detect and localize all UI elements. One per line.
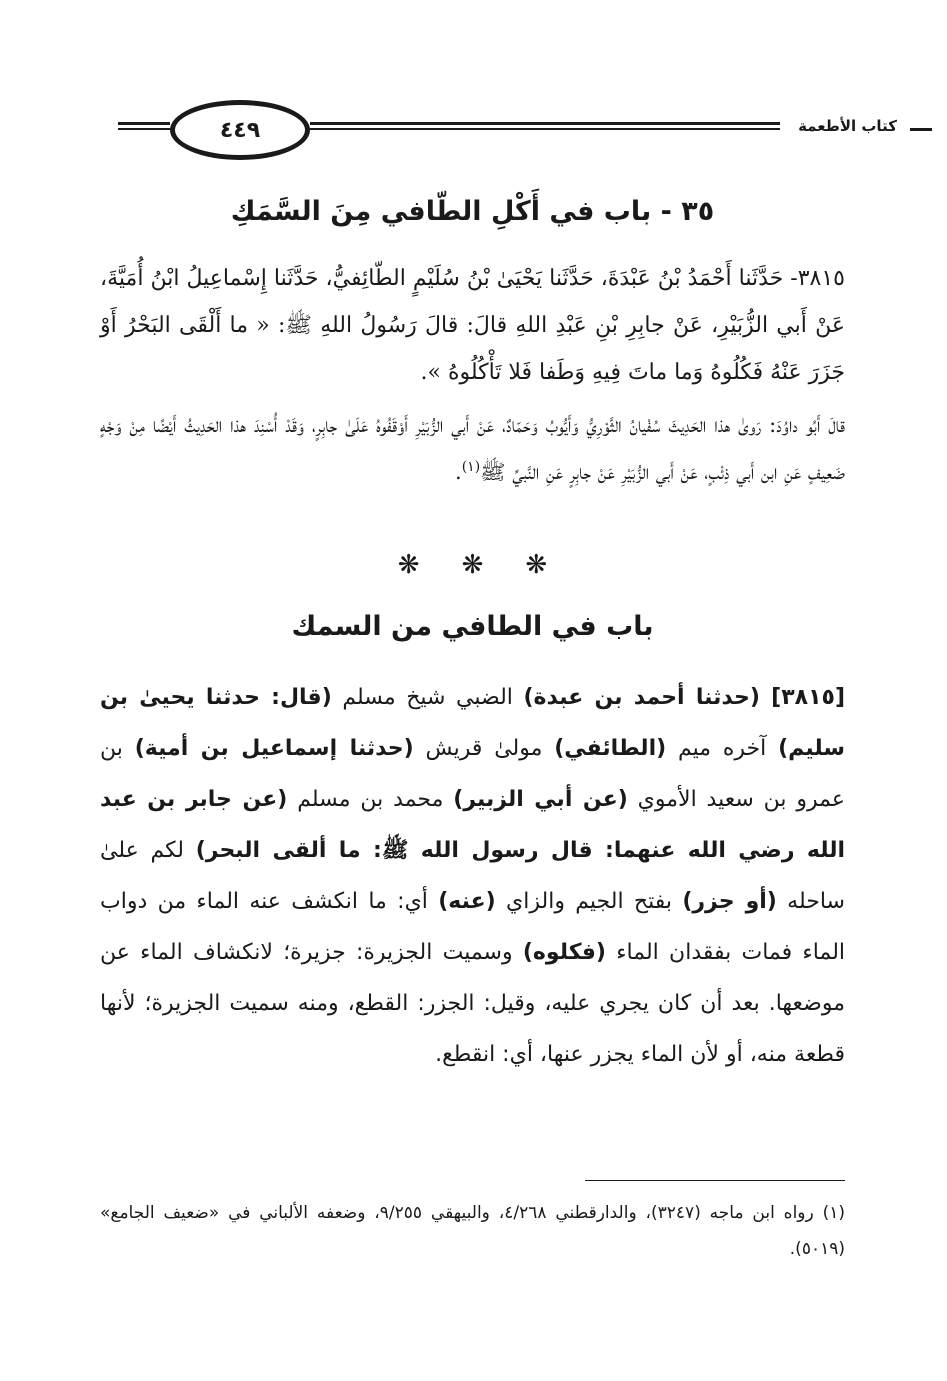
commentary-segment: (الطائفي) (554, 736, 667, 761)
commentary-segment: محمد بن مسلم (287, 787, 454, 812)
commentary-segment: (فكلوه) (522, 940, 606, 965)
commentary-segment: لكم علىٰ ساحله (100, 838, 845, 914)
chapter-title: ٣٥ - باب في أَكْلِ الطّافي مِنَ السَّمَكِ (230, 196, 715, 227)
footnote-reference: (١) (461, 459, 481, 475)
commentary-text (100, 672, 845, 1080)
footnote: (١) رواه ابن ماجه (٣٢٤٧)، والدارقطني ٤/٢٦٨، والبيهقي ٩/٢٥٥، وضعفه الألباني في «ضعيف الجامع» (٥٠١٩). (100, 1203, 845, 1259)
commentary-segment: وسميت الجزيرة: جزيرة؛ لانكشاف الماء عن موضعها. بعد أن كان يجري عليه، وقيل: الجزر: القطع، ومنه سميت الجزيرة؛ لأنها قطعة منه، أو لأن الماء يجزر عنها، أي: انقطع. (100, 940, 845, 1067)
hadith-text: ٣٨١٥- حَدَّثَنا أَحْمَدُ بْنُ عَبْدَةَ، حَدَّثَنا يَحْيَىٰ بْنُ سُلَيْمٍ الطّائِفيُّ، حَدَّثَنا إِسْماعِيلُ ابْنُ أُمَيَّةَ، عَنْ أَبي الزُّبَيْرِ، عَنْ جابِرِ بْنِ عَبْدِ اللهِ قالَ: قالَ رَسُولُ اللهِ ﷺ: « ما أَلْقَى البَحْرُ أَوْ جَزَرَ عَنْهُ فَكُلُوهُ وَما ماتَ فِيهِ وَطَفا فَلا تَأْكُلُوهُ ». (100, 266, 845, 385)
commentary-segment: مولىٰ قريش (413, 736, 555, 761)
commentary-segment: أي: ما انكشف عنه الماء من دواب الماء فمات بفقدان الماء (100, 889, 846, 965)
commentary-segment: (عن جابر بن عبد الله رضي الله عنهما: قال رسول الله ﷺ: ما ألقى البحر) (100, 787, 845, 863)
asterisk-icon: ❋ (461, 550, 484, 580)
commentary-segment: آخره ميم (666, 736, 779, 761)
running-title: كتاب الأطعمة (798, 117, 897, 135)
asterisk-icon: ❋ (397, 550, 420, 580)
commentary-segment: (أو جزر) (682, 889, 777, 914)
header-rule-left (118, 122, 170, 130)
commentary-segment: بفتح الجيم والزاي (495, 889, 683, 914)
header-rule-tail (910, 128, 932, 131)
abu-dawud-remark-text: قالَ أَبُو داوُدَ: رَوىٰ هذا الحَدِيثَ سُفْيانُ الثَّوْرِيُّ وَأَيُّوبُ وَحَمّادٌ، عَنْ أَبي الزُّبَيْرِ أَوْقَفُوهُ عَلَىٰ جابِرٍ، وَقَدْ أُسْنِدَ هذا الحَدِيثُ أَيْضًا مِنْ وَجْهٍ ضَعِيفٍ عَنِ ابن أَبي ذِئْبٍ، عَنْ أَبي الزُّبَيْرِ عَنْ جابِرٍ عَنِ النَّبيِّ ﷺ (100, 413, 845, 484)
footnote-separator (585, 1180, 845, 1181)
commentary-segment: [٣٨١٥] (حدثنا أحمد بن عبدة) (523, 685, 846, 710)
abu-dawud-remark (100, 402, 845, 496)
section-title: باب في الطافي من السمك (291, 611, 654, 642)
abu-dawud-remark-end: . (455, 460, 462, 484)
header-rule-right (310, 122, 780, 130)
commentary-segment: (حدثنا إسماعيل بن أمية) (134, 736, 414, 761)
commentary-segment: (عنه) (438, 889, 496, 914)
commentary-segment: (قال: حدثنا يحيىٰ بن سليم) (100, 685, 845, 761)
commentary-segment: (عن أبي الزبير) (453, 787, 628, 812)
asterisk-icon: ❋ (525, 550, 548, 580)
commentary-segment: بن عمرو بن سعيد الأموي (100, 736, 846, 812)
page-number: ٤٤٩ (170, 100, 310, 160)
commentary-segment: الضبي شيخ مسلم (331, 685, 524, 710)
page-header (100, 92, 897, 172)
asterisk-separator (100, 548, 845, 582)
